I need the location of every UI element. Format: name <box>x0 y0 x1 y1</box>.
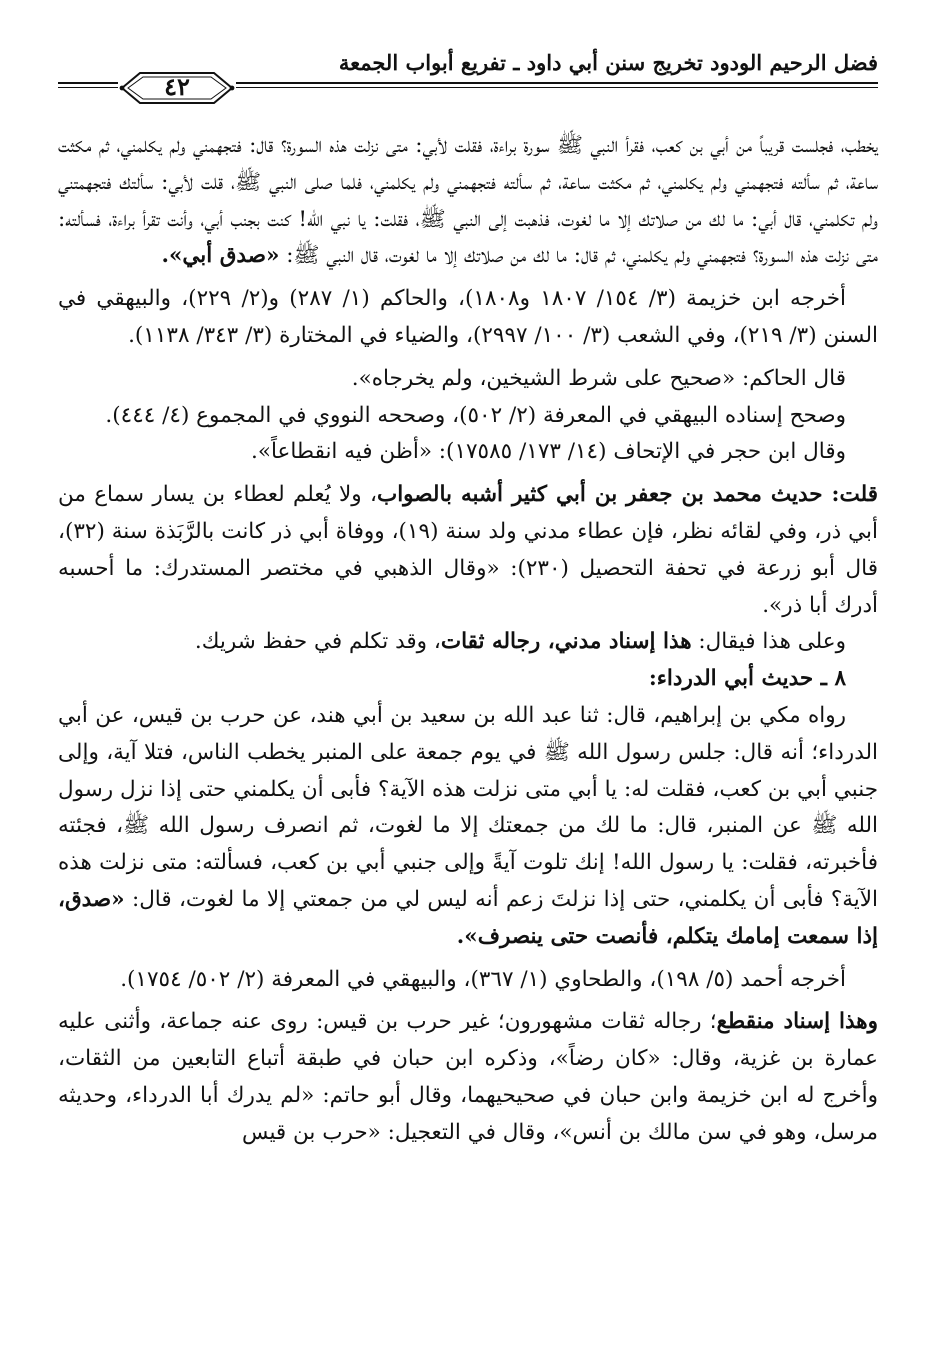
book-page <box>58 48 878 1348</box>
text-run: أخرجه أحمد (٥/ ١٩٨)، والطحاوي (١/ ٣٦٧)، والبيهقي في المعرفة (٢/ ٥٠٢/ ١٧٥٤). <box>120 966 846 992</box>
text-run: أخرجه ابن خزيمة (٣/ ١٥٤/ ١٨٠٧ و١٨٠٨)، والحاكم (١/ ٢٨٧) و(٢/ ٢٢٩)، والبيهقي في السنن (٣/ ٢١٩)، وفي الشعب (٣/ ١٠٠/ ٢٩٩٧)، والضياء في المختارة (٣/ ٣٤٣/ ١١٣٨). <box>58 286 878 348</box>
text-run: ، وقد تكلم في حفظ شريك. <box>194 629 441 655</box>
running-title: فضل الرحيم الودود تخريج سنن أبي داود ـ تفريع أبواب الجمعة <box>338 50 878 75</box>
paragraph-p8 <box>58 661 878 698</box>
text-run: وعلى هذا فيقال: <box>691 629 846 655</box>
text-run: وقال ابن حجر في الإتحاف (١٤/ ١٧٣/ ١٧٥٨٥): «أظن فيه انقطاعاً». <box>251 439 846 465</box>
text-run: يخطب، فجلست قريباً من أبي بن كعب، فقرأ النبي ﷺ سورة براءة، فقلت لأبي: متى نزلت هذه السورة؟ قال: فتجهمني ولم يكلمني، ثم مكثت ساعة، ثم سألته فتجهمني ولم يكلمني، ثم مكثت ساعة، ثم سألته فتجهمني ولم يكلمني، فلما صلى النبي ﷺ، قلت لأبي: سألتك فتجهمتني ولم تكلمني، قال أبي: ما لك من صلاتك إلا ما لغوت، فذهبت إلى النبي ﷺ، فقلت: يا نبي الله! كنت بجنب أبي، وأنت تقرأ براءة، فسألته: متى نزلت هذه السورة؟ فتجهمني ولم يكلمني، ثم قال: ما لك من صلاتك إلا ما لغوت، قال النبي ﷺ: <box>58 133 878 269</box>
paragraph-p7 <box>58 624 878 661</box>
page-body <box>58 128 878 1152</box>
paragraph-p11 <box>58 1004 878 1151</box>
paragraph-p1 <box>58 128 878 275</box>
paragraph-p5 <box>58 434 878 471</box>
text-run: ، ولا يُعلم لعطاء بن يسار سماع من أبي ذر، وفي لقائه نظر، فإن عطاء مدني ولد سنة (١٩)، ووفاة أبي ذر كانت بالرَّبَذة سنة (٣٢)، قال أبو زرعة في تحفة التحصيل (٢٣٠): «وقال الذهبي في مختصر المستدرك: ما أحسبه أدرك أبا ذر». <box>58 482 878 618</box>
paragraph-p4 <box>58 398 878 435</box>
page-header <box>58 48 878 122</box>
paragraph-p9 <box>58 698 878 956</box>
bold-text-run: وهذا إسناد منقطع <box>716 1009 878 1035</box>
text-run: قال الحاكم: «صحيح على شرط الشيخين، ولم يخرجاه». <box>351 365 846 391</box>
paragraph-p2 <box>58 281 878 355</box>
paragraph-p10 <box>58 962 878 999</box>
bold-text-run: هذا إسناد مدني، رجاله ثقات <box>440 629 692 655</box>
text-run: ؛ رجاله ثقات مشهورون؛ غير حرب بن قيس: روى عنه جماعة، وأثنى عليه عمارة بن غزية، وقال: «كان رضاً»، وذكره ابن حبان في طبقة أتباع التابعين من الثقات، وأخرج له ابن خزيمة وابن حبان في صحيحيهما، وقال أبو حاتم: «لم يدرك أبا الدرداء، وحديثه مرسل، وهو في سن مالك بن أنس»، وقال في التعجيل: «حرب بن قيس <box>58 1009 878 1145</box>
bold-text-run: «صدق أبي». <box>161 243 280 269</box>
bold-text-run: قلت: حديث محمد بن جعفر بن أبي كثير أشبه بالصواب <box>376 482 878 508</box>
text-run: وصحح إسناده البيهقي في المعرفة (٢/ ٥٠٢)، وصححه النووي في المجموع (٤/ ٤٤٤). <box>105 402 846 428</box>
paragraph-p3 <box>58 361 878 398</box>
bold-text-run: ٨ ـ حديث أبي الدرداء: <box>648 666 846 692</box>
paragraph-p6 <box>58 477 878 624</box>
bold-text-run: «صدق، إذا سمعت إمامك يتكلم، فأنصت حتى ينصرف». <box>58 886 878 949</box>
text-run: رواه مكي بن إبراهيم، قال: ثنا عبد الله بن سعيد بن أبي هند، عن حرب بن قيس، عن أبي الدرداء؛ أنه قال: جلس رسول الله ﷺ في يوم جمعة على المنبر يخطب الناس، فتلا آية، وإلى جنبي أبي بن كعب، فقلت له: يا أبي متى نزلت هذه الآية؟ فأبى أن يكلمني حتى إذا نزل رسول الله ﷺ عن المنبر، قال: ما لك من جمعتك إلا ما لغوت، ثم انصرف رسول الله ﷺ، فجئته فأخبرته، فقلت: يا رسول الله! إنك تلوت آيةً وإلى جنبي أبي بن كعب، فسألته: متى نزلت هذه الآية؟ فأبى أن يكلمني، حتى إذا نزلتَ زعم أنه ليس لي من جمعتي إلا ما لغوت، قال: <box>58 702 878 912</box>
page-number: ٤٢ <box>164 72 190 101</box>
page-number-frame <box>118 68 236 108</box>
